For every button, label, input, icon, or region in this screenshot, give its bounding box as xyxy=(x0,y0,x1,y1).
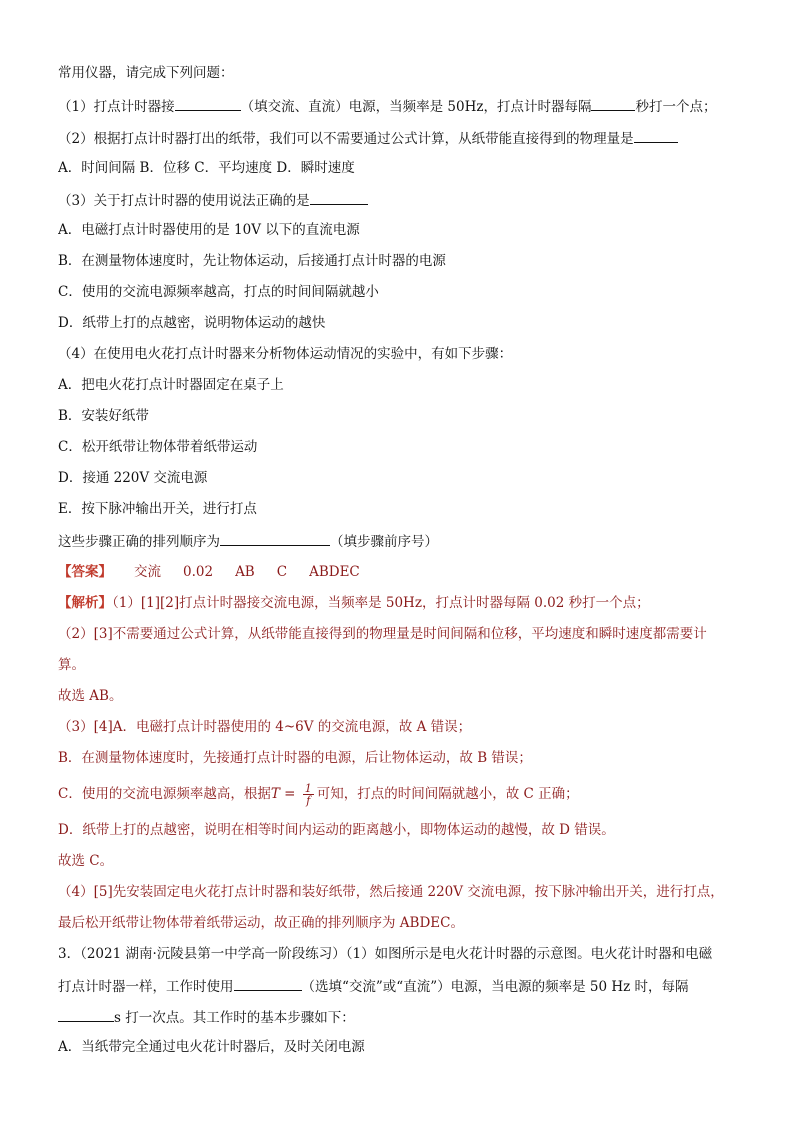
step-d: D．接通 220V 交流电源 xyxy=(58,470,208,486)
analysis-line-1 xyxy=(58,594,748,612)
formula-numerator: 1 xyxy=(304,782,312,795)
answer-blank-5 xyxy=(220,531,330,546)
question-2-line xyxy=(58,128,748,148)
option-d: D．纸带上打的点越密，说明物体运动的越快 xyxy=(58,315,326,331)
question-3-text-3: s 打一次点。其工作时的基本步骤如下： xyxy=(114,1010,355,1026)
analysis-line-3: 算。 xyxy=(58,657,85,673)
formula-fraction xyxy=(303,783,314,806)
question-4-line: （4）在使用电火花打点计时器来分析物体运动情况的实验中，有如下步骤： xyxy=(58,346,513,362)
question-1-part-a: （1）打点计时器接 xyxy=(58,99,175,115)
step-c: C．松开纸带让物体带着纸带运动 xyxy=(58,439,258,455)
answer-value-4: C xyxy=(276,564,288,580)
analysis-line-4: 故选 AB。 xyxy=(58,688,123,704)
analysis-line-9: 故选 C。 xyxy=(58,853,114,869)
analysis-text-7b: 可知，打点的时间间隔就越小，故 C 正确； xyxy=(316,786,579,802)
question-3-line-3 xyxy=(58,1007,748,1027)
analysis-line-8: D．纸带上打的点越密，说明在相等时间内运动的距离越小，即物体运动的越慢，故 D 错误。 xyxy=(58,822,615,838)
analysis-tag: 【解析】 xyxy=(58,595,112,611)
option-a: A．电磁打点计时器使用的是 10V 以下的直流电源 xyxy=(58,222,360,238)
analysis-line-11: 最后松开纸带让物体带着纸带运动，故正确的排列顺序为 ABDEC。 xyxy=(58,915,464,931)
option-c: C．使用的交流电源频率越高，打点的时间间隔就越小 xyxy=(58,284,379,300)
answer-blank-7 xyxy=(58,1007,114,1022)
question-1-part-c: 秒打一个点； xyxy=(635,99,717,115)
answer-blank-3 xyxy=(634,128,678,143)
intro-line: 常用仪器，请完成下列问题： xyxy=(58,65,234,81)
analysis-line-2: （2）[3]不需要通过公式计算，从纸带能直接得到的物理量是时间间隔和位移，平均速度和瞬时速度都需要计 xyxy=(58,626,707,642)
answer-line xyxy=(58,563,748,581)
analysis-line-5: （3）[4]A．电磁打点计时器使用的 4~6V 的交流电源，故 A 错误； xyxy=(58,719,472,735)
answer-blank-1 xyxy=(175,96,241,111)
formula-denominator: f xyxy=(306,794,311,807)
formula-equals: = xyxy=(279,786,300,802)
question-3-line xyxy=(58,190,748,210)
answer-blank-2 xyxy=(591,96,635,111)
order-question-hint: （填步骤前序号） xyxy=(330,534,438,550)
question-1-part-b: （填交流、直流）电源，当频率是 50Hz，打点计时器每隔 xyxy=(240,99,592,115)
step-b: B．安装好纸带 xyxy=(58,408,149,424)
order-question-line xyxy=(58,531,748,551)
answer-value-3: AB xyxy=(235,564,255,580)
step-e: E．按下脉冲输出开关，进行打点 xyxy=(58,501,257,517)
formula-period-symbol: T xyxy=(270,786,280,802)
order-question-text: 这些步骤正确的排列顺序为 xyxy=(58,534,220,550)
question-3-text-2b: （选填“交流”或“直流”）电源，当电源的频率是 50 Hz 时，每隔 xyxy=(301,979,689,995)
answer-value-2: 0.02 xyxy=(183,564,214,580)
question-1-line xyxy=(58,96,748,116)
step-a: A．把电火花打点计时器固定在桌子上 xyxy=(58,377,284,393)
question-3-line-2 xyxy=(58,976,748,996)
analysis-text-7a: C．使用的交流电源频率越高，根据 xyxy=(58,786,271,802)
question-3-header: 3．（2021 湖南·沅陵县第一中学高一阶段练习）（1）如图所示是电火花计时器的示意图。电火花计时器和电磁 xyxy=(58,946,713,962)
analysis-line-7 xyxy=(58,780,748,810)
question-2-text: （2）根据打点计时器打出的纸带，我们可以不需要通过公式计算，从纸带能直接得到的物理量是 xyxy=(58,131,634,147)
answer-tag: 【答案】 xyxy=(58,564,112,580)
answer-blank-4 xyxy=(310,190,368,205)
question-2-options: A．时间间隔 B．位移 C．平均速度 D．瞬时速度 xyxy=(58,160,355,176)
question-3-step-a: A．当纸带完全通过电火花计时器后，及时关闭电源 xyxy=(58,1039,365,1055)
option-b: B．在测量物体速度时，先让物体运动，后接通打点计时器的电源 xyxy=(58,253,446,269)
analysis-line-10: （4）[5]先安装固定电火花打点计时器和装好纸带，然后接通 220V 交流电源，按下脉冲输出开关，进行打点， xyxy=(58,884,724,900)
answer-value-5: ABDEC xyxy=(309,564,360,580)
answer-blank-6 xyxy=(234,976,302,991)
analysis-text-1: （1）[1][2]打点计时器接交流电源，当频率是 50Hz，打点计时器每隔 0.02 秒打一个点； xyxy=(112,595,650,611)
answer-value-1: 交流 xyxy=(134,564,161,580)
question-3-text-2a: 打点计时器一样，工作时使用 xyxy=(58,979,234,995)
question-3-text: （3）关于打点计时器的使用说法正确的是 xyxy=(58,193,310,209)
analysis-line-6: B．在测量物体速度时，先接通打点计时器的电源，后让物体运动，故 B 错误； xyxy=(58,750,532,766)
